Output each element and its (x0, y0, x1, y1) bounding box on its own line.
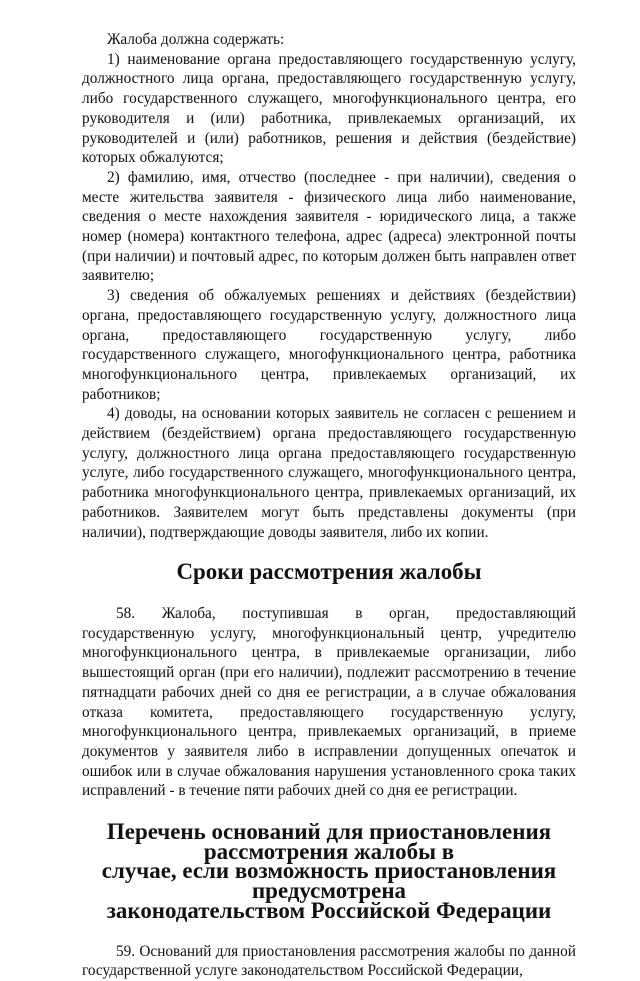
paragraph-59: 59. Оснований для приостановления рассмотрения жалобы по данной государственной услуге законодательством Российской Федерации, (82, 942, 576, 980)
list-item: 2) фамилию, имя, отчество (последнее - при наличии), сведения о месте жительства заявителя - физического лица либо наименование, сведения о месте нахождения заявителя - юридического лица, а также номер (номера) контактного телефона, адрес (адреса) электронной почты (при наличии) и почтовый адрес, по которым должен быть направлен ответ заявителю; (82, 168, 576, 285)
list-item: 1) наименование органа предоставляющего государственную услугу, должностного лица органа, предоставляющего государственную услугу, либо государственного служащего, многофункционального центра, его руководителя и (или) работника, привлекаемых организаций, их руководителей и (или) работников, решения и действия (бездействие) которых обжалуются; (82, 50, 576, 167)
spacer (82, 582, 576, 604)
document-page (82, 30, 576, 981)
section-heading-suspension-grounds (82, 819, 576, 923)
heading-line: законодательством Российской Федерации (106, 897, 552, 923)
section-heading-review-terms: Сроки рассмотрения жалобы (176, 559, 482, 585)
paragraph-58: 58. Жалоба, поступившая в орган, предоставляющий государственную услугу, многофункциональный центр, учредителю многофункционального центра, в привлекаемые организации, либо вышестоящий орган (при его наличии), подлежит рассмотрению в течение пятнадцати рабочих дней со дня ее регистрации, а в случае обжалования отказа комитета, предоставляющего государственную услугу, многофункционального центра, привлекаемых организаций, в приеме документов у заявителя либо в исправлении допущенных опечаток и ошибок или в случае обжалования нарушения установленного срока таких исправлений - в течение пяти рабочих дней со дня ее регистрации. (82, 604, 576, 800)
heading-line: Перечень оснований для приостановления рассмотрения жалобы в (106, 819, 552, 864)
list-item: 4) доводы, на основании которых заявитель не согласен с решением и действием (бездействием) органа предоставляющего государственную услугу, должностного лица органа предоставляющего государственную услуге, либо государственного служащего, многофункционального центра, работника многофункционального центра, привлекаемых организаций, их работников. Заявителем могут быть представлены документы (при наличии), подтверждающие доводы заявителя, либо их копии. (82, 405, 576, 541)
list-item: 3) сведения об обжалуемых решениях и действиях (бездействии) органа, предоставляющего государственную услугу, должностного лица органа, предоставляющего государственную услугу, либо государственного служащего, многофункционального центра, работника многофункционального центра, привлекаемых организаций, их работников; (82, 287, 576, 403)
spacer (82, 921, 576, 942)
complaint-intro: Жалоба должна содержать: (107, 31, 285, 48)
heading-line: случае, если возможность приостановления предусмотрена (101, 858, 557, 904)
